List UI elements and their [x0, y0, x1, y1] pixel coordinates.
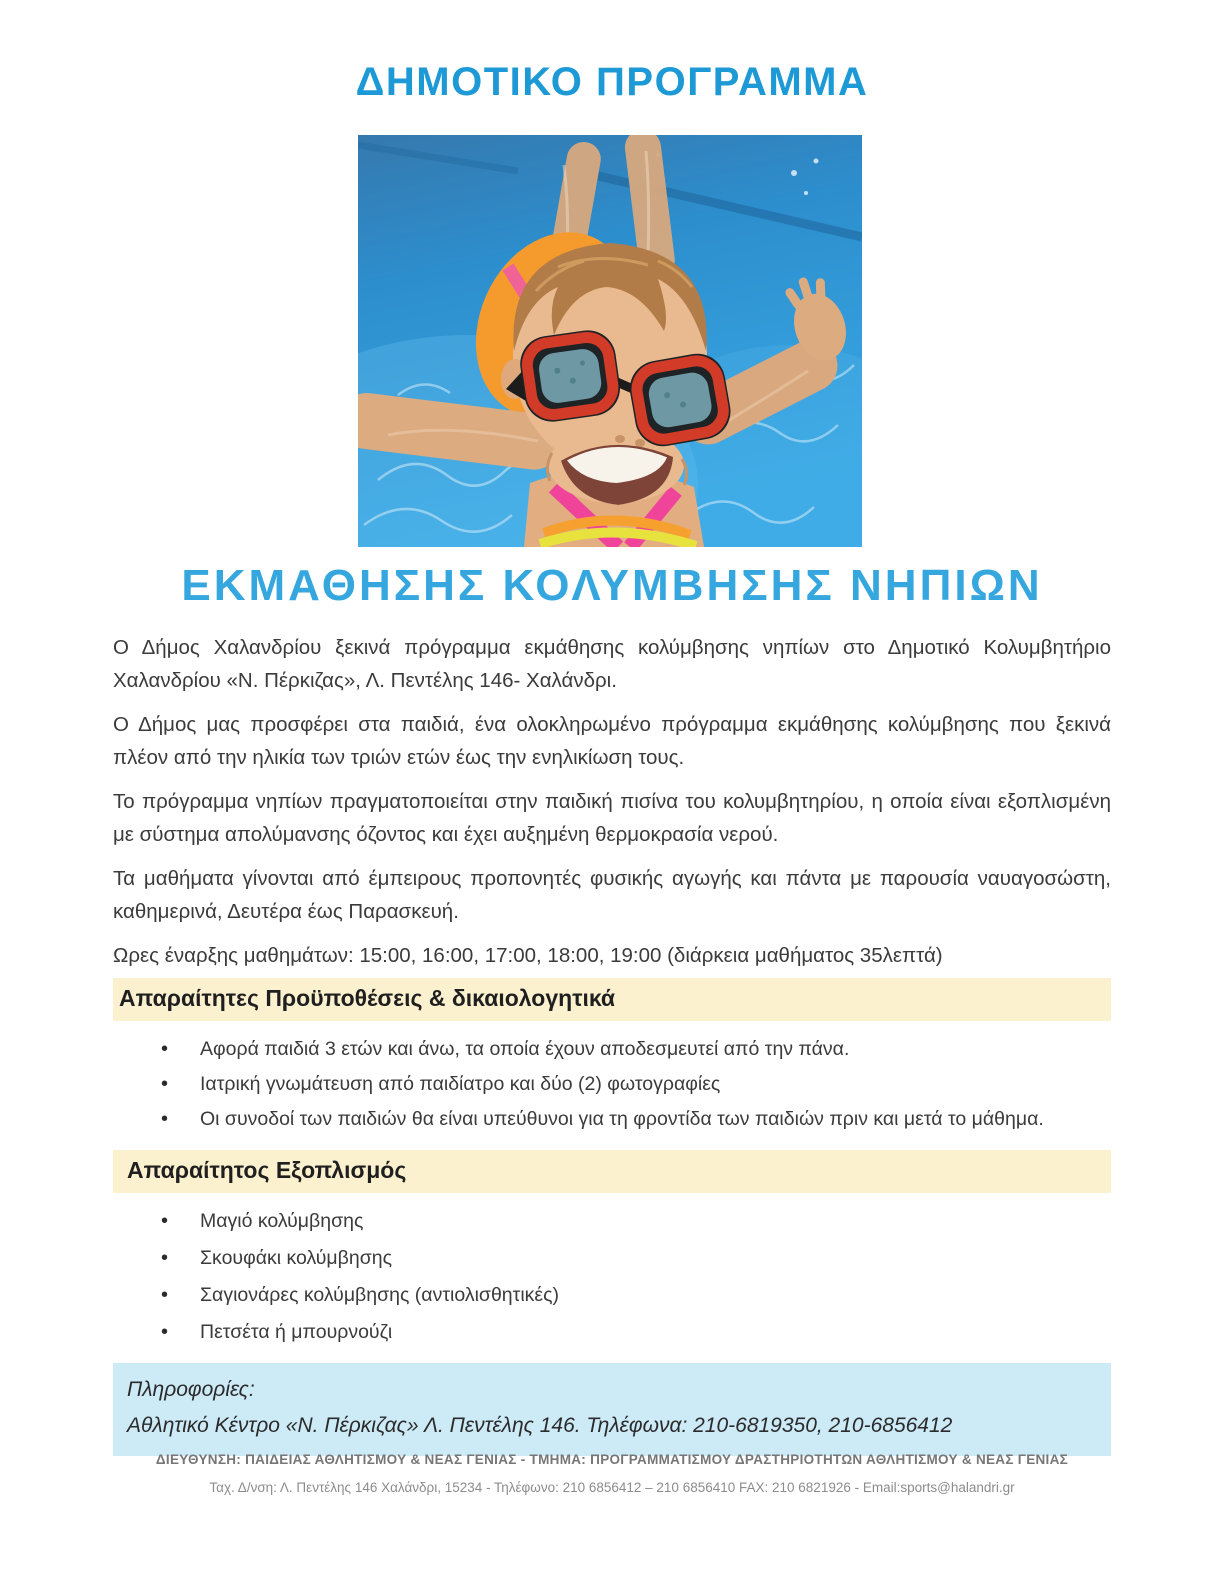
swimming-child-photo	[358, 135, 862, 547]
document-body	[113, 631, 1111, 1456]
requirements-list	[113, 1034, 1111, 1134]
list-item: • Πετσέτα ή μπουρνούζι	[113, 1317, 1111, 1347]
list-item: • Σαγιονάρες κολύμβησης (αντιολισθητικές)	[113, 1280, 1111, 1310]
paragraph-pool: Το πρόγραμμα νηπίων πραγματοποιείται στην παιδική πισίνα του κολυμβητηρίου, η οποία είναι εξοπλισμένη με σύστημα απολύμανσης όζοντος και έχει αυξημένη θερμοκρασία νερού.	[113, 790, 1111, 846]
footer-department-line: ΔΙΕΥΘΥΝΣΗ: ΠΑΙΔΕΙΑΣ ΑΘΛΗΤΙΣΜΟΥ & ΝΕΑΣ ΓΕΝΙΑΣ - ΤΜΗΜΑ: ΠΡΟΓΡΑΜΜΑΤΙΣΜΟΥ ΔΡΑΣΤΗΡΙΟΤΗΤΩΝ ΑΘΛΗΤΙΣΜΟΥ & ΝΕΑΣ ΓΕΝΙΑΣ	[155, 1452, 1069, 1467]
paragraph-coaches: Τα μαθήματα γίνονται από έμπειρους προπονητές φυσικής αγωγής και πάντα με παρουσία ναυαγοσώστη, καθημερινά, Δευτέρα έως Παρασκευή.	[113, 867, 1111, 923]
paragraph-offer: Ο Δήμος μας προσφέρει στα παιδιά, ένα ολοκληρωμένο πρόγραμμα εκμάθησης κολύμβησης που ξεκινά πλέον από την ηλικία των τριών ετών έως την ενηλικίωση τους.	[113, 713, 1111, 769]
paragraph-intro: Ο Δήμος Χαλανδρίου ξεκινά πρόγραμμα εκμάθησης κολύμβησης νηπίων στο Δημοτικό Κολυμβητήριο Χαλανδρίου «Ν. Πέρκιζας», Λ. Πεντέλης 146- Χαλάνδρι.	[113, 636, 1111, 692]
list-item: • Σκουφάκι κολύμβησης	[113, 1243, 1111, 1273]
info-details: Αθλητικό Κέντρο «Ν. Πέρκιζας» Λ. Πεντέλης 146. Τηλέφωνα: 210-6819350, 210-6856412	[127, 1414, 953, 1437]
equipment-list	[113, 1206, 1111, 1347]
list-item: • Αφορά παιδιά 3 ετών και άνω, τα οποία έχουν αποδεσμευτεί από την πάνα.	[113, 1034, 1111, 1064]
footer-contact-line: Ταχ. Δ/νση: Λ. Πεντέλης 146 Χαλάνδρι, 15234 - Τηλέφωνο: 210 6856412 – 210 6856410 FAX: 210 6821926 - Email:sports@halandri.gr	[209, 1480, 1015, 1495]
section-heading-requirements: Απαραίτητες Προϋποθέσεις & δικαιολογητικά	[113, 978, 1111, 1021]
paragraph-hours: Ωρες έναρξης μαθημάτων: 15:00, 16:00, 17:00, 18:00, 19:00 (διάρκεια μαθήματος 35λεπτά)	[113, 944, 943, 967]
underwater-photo-graphic	[358, 135, 862, 547]
info-box	[113, 1363, 1111, 1456]
list-item: • Ιατρική γνωμάτευση από παιδίατρο και δύο (2) φωτογραφίες	[113, 1069, 1111, 1099]
list-item: • Οι συνοδοί των παιδιών θα είναι υπεύθυνοι για τη φροντίδα των παιδιών πριν και μετά το μάθημα.	[113, 1104, 1111, 1134]
section-heading-equipment: Απαραίτητος Εξοπλισμός	[113, 1150, 1111, 1193]
page-subtitle: ΕΚΜΑΘΗΣΗΣ ΚΟΛΥΜΒΗΣΗΣ ΝΗΠΙΩΝ	[181, 561, 1043, 610]
list-item: • Μαγιό κολύμβησης	[113, 1206, 1111, 1236]
info-label: Πληροφορίες:	[127, 1378, 255, 1401]
page-title: ΔΗΜΟΤΙΚΟ ΠΡΟΓΡΑΜΜΑ	[355, 60, 869, 104]
page-footer	[0, 1452, 1224, 1495]
